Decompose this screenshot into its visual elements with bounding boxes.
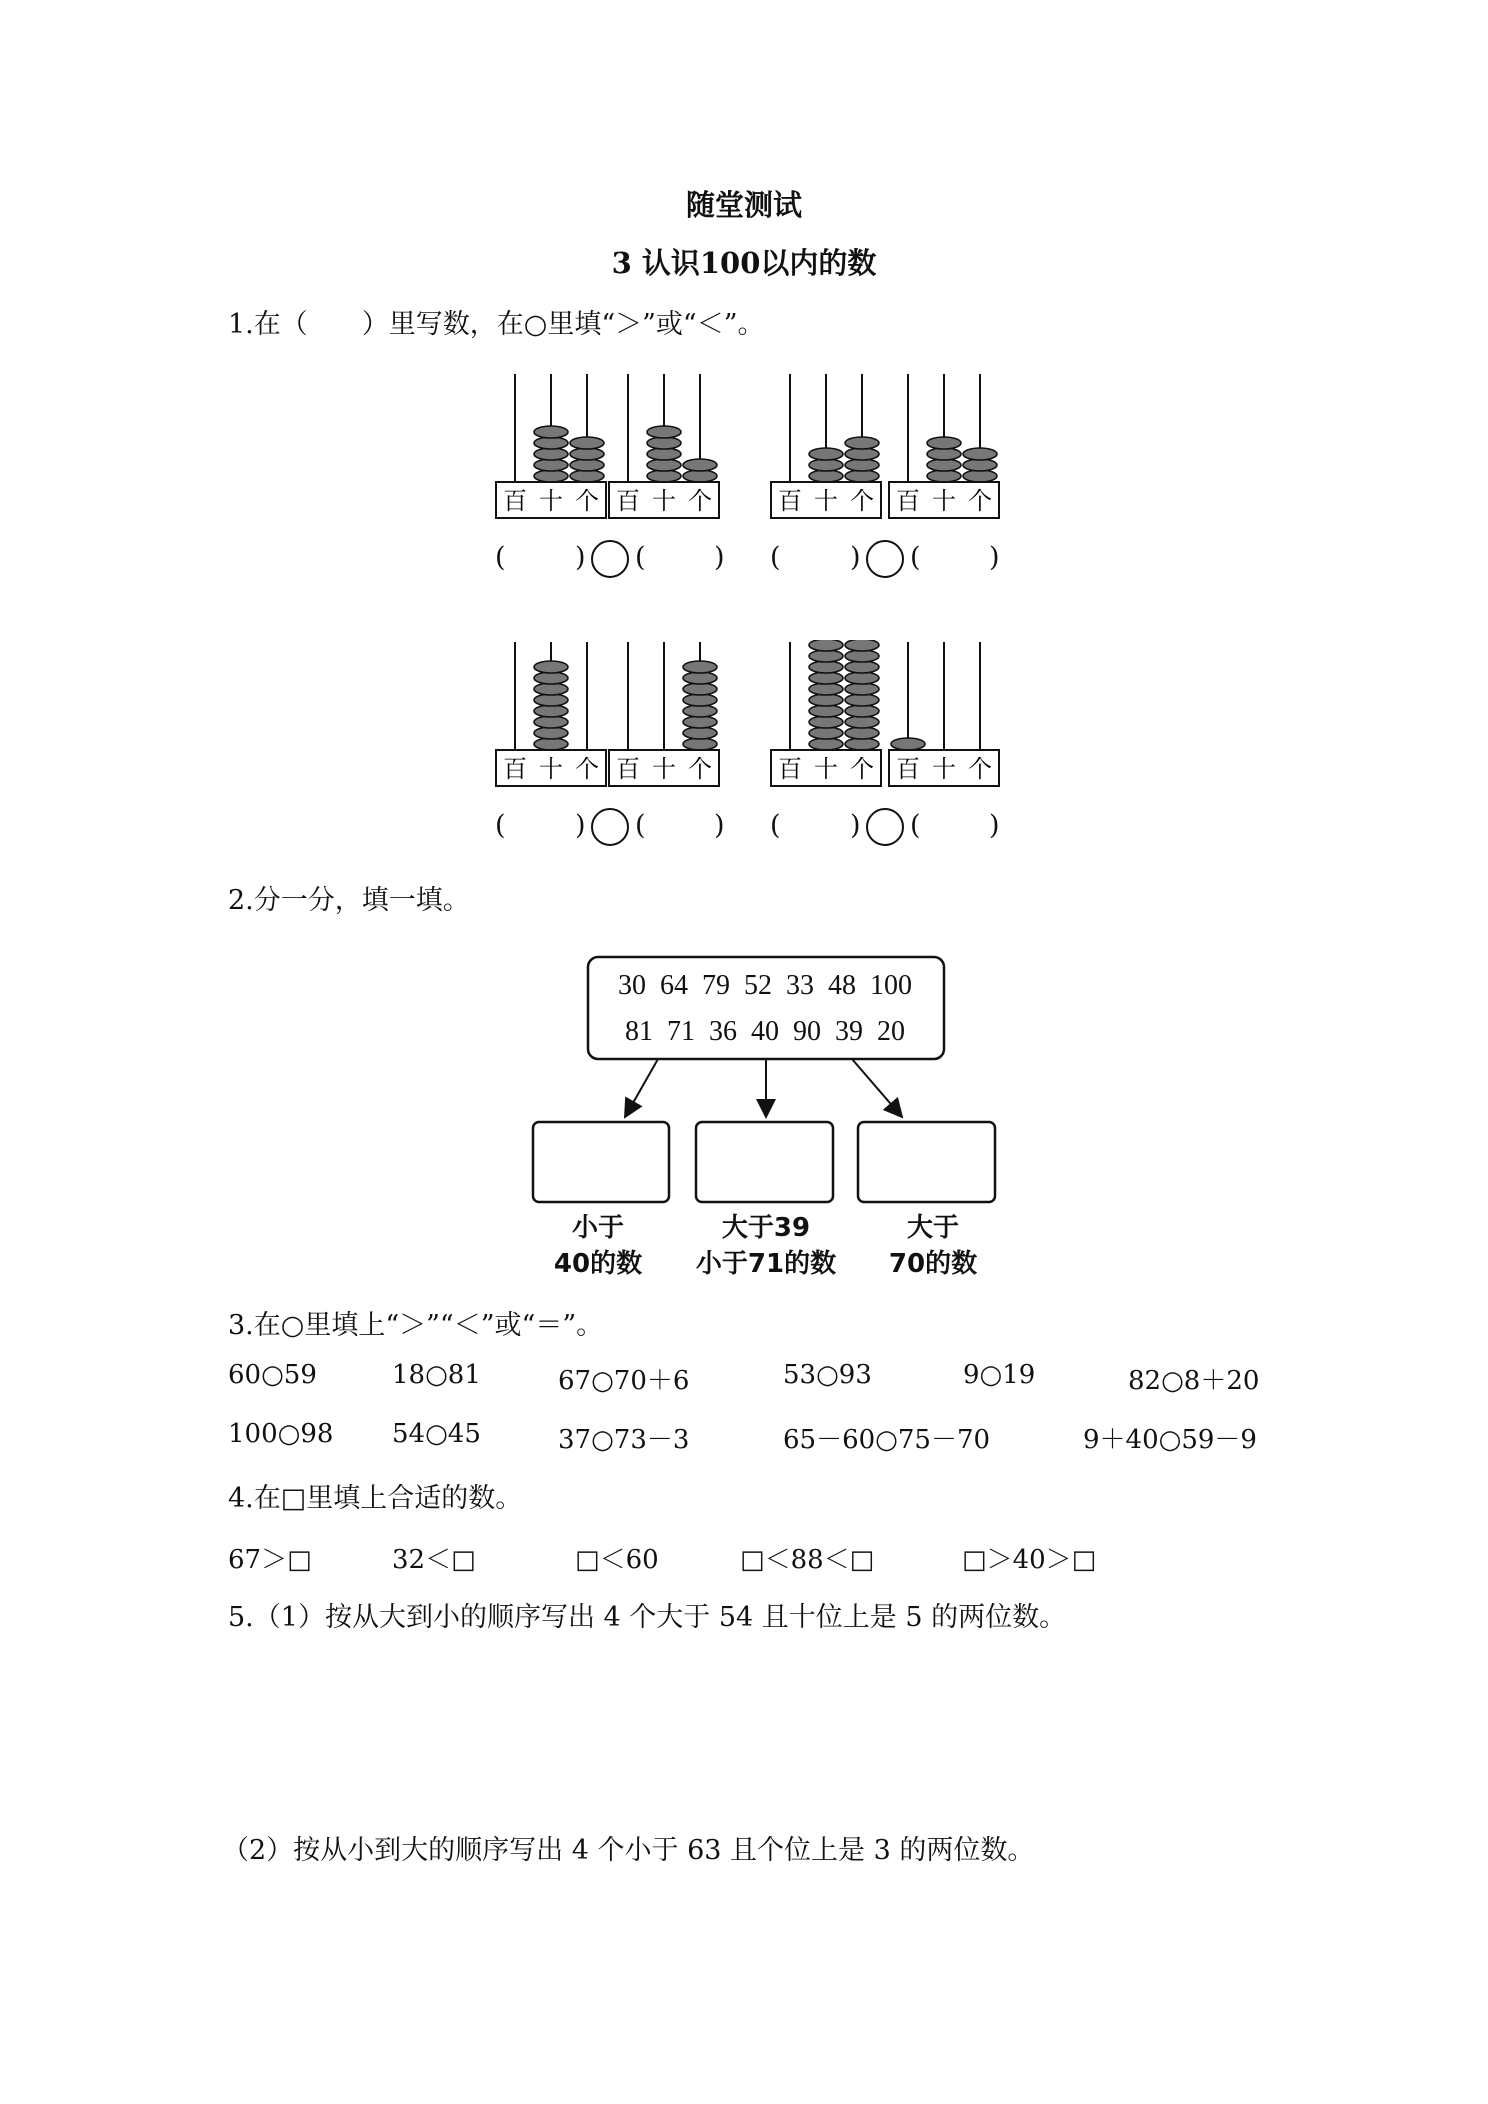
abacus-bead (683, 661, 717, 673)
abacus-bead (809, 640, 843, 651)
compare-circle[interactable] (591, 808, 629, 846)
left-paren-open: ( (495, 542, 506, 573)
abacus-place-label: 个 (688, 755, 712, 783)
abacus (608, 372, 720, 522)
q3-row1-item: 53○93 (783, 1360, 872, 1390)
answer-row (770, 542, 1030, 582)
arrow-right (852, 1059, 902, 1117)
abacus-place-label: 十 (652, 755, 676, 783)
answer-row (770, 810, 1030, 850)
right-paren-close: ) (714, 810, 725, 841)
left-paren-open: ( (495, 810, 506, 841)
abacus-bead (927, 437, 961, 449)
q1-prompt: 1.在（ ）里写数，在○里填“＞”或“＜”。 (228, 309, 765, 340)
abacus-place-label: 百 (896, 487, 920, 515)
q3-row1-item: 67○70＋6 (558, 1366, 690, 1396)
abacus-place-label: 个 (968, 755, 992, 783)
q3-row2-item: 37○73－3 (558, 1425, 690, 1455)
right-paren-open: ( (910, 810, 921, 841)
q4-prompt: 4.在□里填上合适的数。 (228, 1483, 523, 1514)
abacus-place-label: 个 (575, 755, 599, 783)
left-paren-close: ) (850, 542, 861, 573)
right-paren-close: ) (989, 810, 1000, 841)
q3-prompt: 3.在○里填上“＞”“＜”或“＝”。 (228, 1310, 604, 1341)
abacus-place-label: 个 (688, 487, 712, 515)
category-label-2 (683, 1210, 849, 1282)
abacus-place-label: 十 (932, 755, 956, 783)
abacus-place-label: 百 (778, 755, 802, 783)
arrow-left (625, 1059, 658, 1117)
number-blank[interactable] (782, 812, 846, 846)
number-blank[interactable] (647, 544, 711, 578)
abacus-place-label: 百 (616, 487, 640, 515)
left-paren-close: ) (575, 542, 586, 573)
abacus-bead (683, 459, 717, 471)
abacus (888, 640, 1000, 790)
compare-circle[interactable] (866, 540, 904, 578)
abacus (888, 372, 1000, 522)
abacus-bead (570, 437, 604, 449)
q4-item: □＜60 (575, 1545, 659, 1575)
q3-row2-item: 9＋40○59－9 (1083, 1425, 1257, 1455)
abacus (495, 372, 607, 522)
category-label-1-line2: 40的数 (553, 1249, 643, 1279)
abacus-place-label: 百 (778, 487, 802, 515)
lesson-subtitle: 3 认识100以内的数 (611, 246, 877, 280)
abacus-place-label: 十 (539, 487, 563, 515)
number-blank[interactable] (782, 544, 846, 578)
abacus-place-label: 个 (850, 487, 874, 515)
number-pool-row1: 30 64 79 52 33 48 100 (618, 970, 912, 1001)
answer-row (495, 542, 755, 582)
abacus (608, 640, 720, 790)
abacus-bead (963, 448, 997, 460)
abacus-place-label: 百 (896, 755, 920, 783)
number-pool-row2: 81 71 36 40 90 39 20 (625, 1016, 905, 1047)
abacus (495, 640, 607, 790)
q3-row2-item: 100○98 (228, 1419, 334, 1449)
number-blank[interactable] (507, 544, 571, 578)
category-box-2[interactable] (696, 1122, 833, 1202)
left-paren-close: ) (850, 810, 861, 841)
abacus-place-label: 十 (814, 487, 838, 515)
abacus-bead (809, 448, 843, 460)
number-blank[interactable] (507, 812, 571, 846)
number-blank[interactable] (922, 544, 986, 578)
abacus-bead (845, 437, 879, 449)
number-blank[interactable] (922, 812, 986, 846)
compare-circle[interactable] (591, 540, 629, 578)
left-paren-open: ( (770, 542, 781, 573)
abacus-bead (891, 738, 925, 750)
abacus (770, 372, 882, 522)
abacus-bead (534, 426, 568, 438)
abacus (770, 640, 882, 790)
answer-row (495, 810, 755, 850)
right-paren-close: ) (989, 542, 1000, 573)
abacus-place-label: 十 (932, 487, 956, 515)
q3-row2-item: 65－60○75－70 (783, 1425, 991, 1455)
abacus-place-label: 百 (503, 487, 527, 515)
right-paren-open: ( (635, 542, 646, 573)
abacus-bead (845, 640, 879, 651)
category-label-2-line2: 小于71的数 (695, 1249, 837, 1279)
q3-row1-item: 60○59 (228, 1360, 317, 1390)
abacus-place-label: 百 (616, 755, 640, 783)
abacus-place-label: 百 (503, 755, 527, 783)
q3-row1-item: 18○81 (392, 1360, 481, 1390)
q4-item: 67＞□ (228, 1545, 312, 1575)
right-paren-open: ( (635, 810, 646, 841)
abacus-place-label: 十 (539, 755, 563, 783)
category-label-3 (858, 1210, 1008, 1282)
page-title: 随堂测试 (685, 188, 802, 222)
abacus-place-label: 个 (968, 487, 992, 515)
q3-row2-item: 54○45 (392, 1419, 481, 1449)
q4-item: 32＜□ (392, 1545, 476, 1575)
abacus-place-label: 个 (575, 487, 599, 515)
q3-row1-item: 82○8＋20 (1128, 1366, 1260, 1396)
q5-part1: 5.（1）按从大到小的顺序写出 4 个大于 54 且十位上是 5 的两位数。 (228, 1602, 1067, 1633)
abacus-place-label: 十 (814, 755, 838, 783)
right-paren-open: ( (910, 542, 921, 573)
compare-circle[interactable] (866, 808, 904, 846)
category-box-1[interactable] (533, 1122, 669, 1202)
abacus-bead (647, 426, 681, 438)
category-label-2-line1: 大于39 (721, 1213, 811, 1243)
q2-prompt: 2.分一分，填一填。 (228, 885, 470, 916)
category-label-3-line1: 大于 (906, 1213, 959, 1243)
q3-row1-item: 9○19 (963, 1360, 1036, 1390)
left-paren-open: ( (770, 810, 781, 841)
q4-item: □＞40＞□ (962, 1545, 1097, 1575)
left-paren-close: ) (575, 810, 586, 841)
q5-part2: （2）按从小到大的顺序写出 4 个小于 63 且个位上是 3 的两位数。 (222, 1835, 1035, 1866)
category-label-3-line2: 70的数 (888, 1249, 978, 1279)
category-label-1 (523, 1210, 673, 1282)
abacus-bead (534, 661, 568, 673)
category-box-3[interactable] (858, 1122, 995, 1202)
right-paren-close: ) (714, 542, 725, 573)
abacus-place-label: 十 (652, 487, 676, 515)
abacus-place-label: 个 (850, 755, 874, 783)
category-label-1-line1: 小于 (571, 1213, 624, 1243)
q4-item: □＜88＜□ (740, 1545, 875, 1575)
number-blank[interactable] (647, 812, 711, 846)
